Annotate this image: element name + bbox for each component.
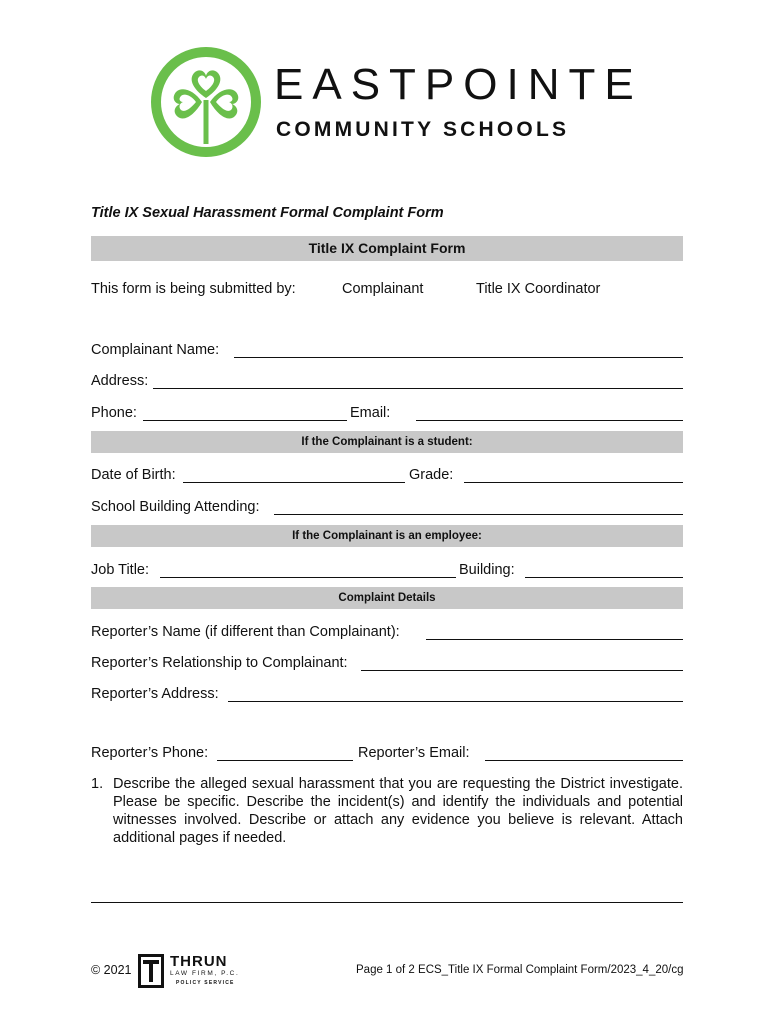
- question-1-text: Describe the alleged sexual harassment that you are requesting the District investigate. Please be specific. Describe the incident(s) and identify the individuals and potential witnesses involved. Describe or attach any evidence you believe is relevant. Attach additional pages if needed.: [113, 776, 683, 846]
- dob-field[interactable]: [183, 482, 405, 483]
- job-title-field[interactable]: [160, 577, 456, 578]
- reporter-address-field[interactable]: [228, 701, 683, 702]
- option-title-ix-coordinator[interactable]: Title IX Coordinator: [476, 281, 601, 297]
- complaint-details-bar: Complaint Details: [91, 587, 683, 609]
- reporter-relationship-field[interactable]: [361, 670, 683, 671]
- page-info: Page 1 of 2 ECS_Title IX Formal Complaint Form/2023_4_20/cg: [356, 964, 684, 976]
- thrun-service: POLICY SERVICE: [176, 980, 235, 986]
- thrun-t-icon: [138, 954, 164, 988]
- reporter-relationship-label: Reporter’s Relationship to Complainant:: [91, 655, 348, 671]
- building-label: Building:: [459, 562, 515, 578]
- logo-name-line1: EASTPOINTE: [274, 60, 643, 109]
- question-1-answer-line[interactable]: [91, 902, 683, 903]
- email-field[interactable]: [416, 420, 683, 421]
- thrun-name: THRUN: [170, 953, 228, 970]
- submitted-by-label: This form is being submitted by:: [91, 281, 296, 297]
- question-1-number: 1.: [91, 776, 104, 792]
- reporter-address-label: Reporter’s Address:: [91, 686, 219, 702]
- copyright: © 2021: [91, 963, 132, 977]
- reporter-phone-field[interactable]: [217, 760, 353, 761]
- address-field[interactable]: [153, 388, 683, 389]
- student-section-bar: If the Complainant is a student:: [91, 431, 683, 453]
- district-logo: [150, 46, 643, 161]
- question-1: [91, 775, 683, 847]
- address-label: Address:: [91, 373, 149, 389]
- title-ix-complaint-form-bar: Title IX Complaint Form: [91, 236, 683, 261]
- phone-label: Phone:: [91, 405, 137, 421]
- employee-section-bar: If the Complainant is an employee:: [91, 525, 683, 547]
- school-building-field[interactable]: [274, 514, 683, 515]
- job-title-label: Job Title:: [91, 562, 150, 578]
- email-label: Email:: [350, 405, 391, 421]
- thrun-subtitle: LAW FIRM, P.C.: [170, 970, 240, 977]
- grade-label: Grade:: [409, 467, 454, 483]
- complainant-name-field[interactable]: [234, 357, 683, 358]
- reporter-email-field[interactable]: [485, 760, 683, 761]
- thrun-logo: [138, 953, 248, 989]
- building-field[interactable]: [525, 577, 683, 578]
- phone-field[interactable]: [143, 420, 347, 421]
- logo-name-line2: COMMUNITY SCHOOLS: [276, 118, 570, 141]
- form-title: Title IX Sexual Harassment Formal Complaint Form: [91, 205, 444, 221]
- option-complainant[interactable]: Complainant: [342, 281, 424, 297]
- grade-field[interactable]: [464, 482, 683, 483]
- reporter-phone-label: Reporter’s Phone:: [91, 745, 209, 761]
- reporter-name-field[interactable]: [426, 639, 683, 640]
- dob-label: Date of Birth:: [91, 467, 176, 483]
- reporter-email-label: Reporter’s Email:: [358, 745, 470, 761]
- reporter-name-label: Reporter’s Name (if different than Complainant):: [91, 624, 400, 640]
- complainant-name-label: Complainant Name:: [91, 342, 220, 358]
- school-building-label: School Building Attending:: [91, 499, 260, 515]
- shamrock-logo-icon: [150, 46, 262, 158]
